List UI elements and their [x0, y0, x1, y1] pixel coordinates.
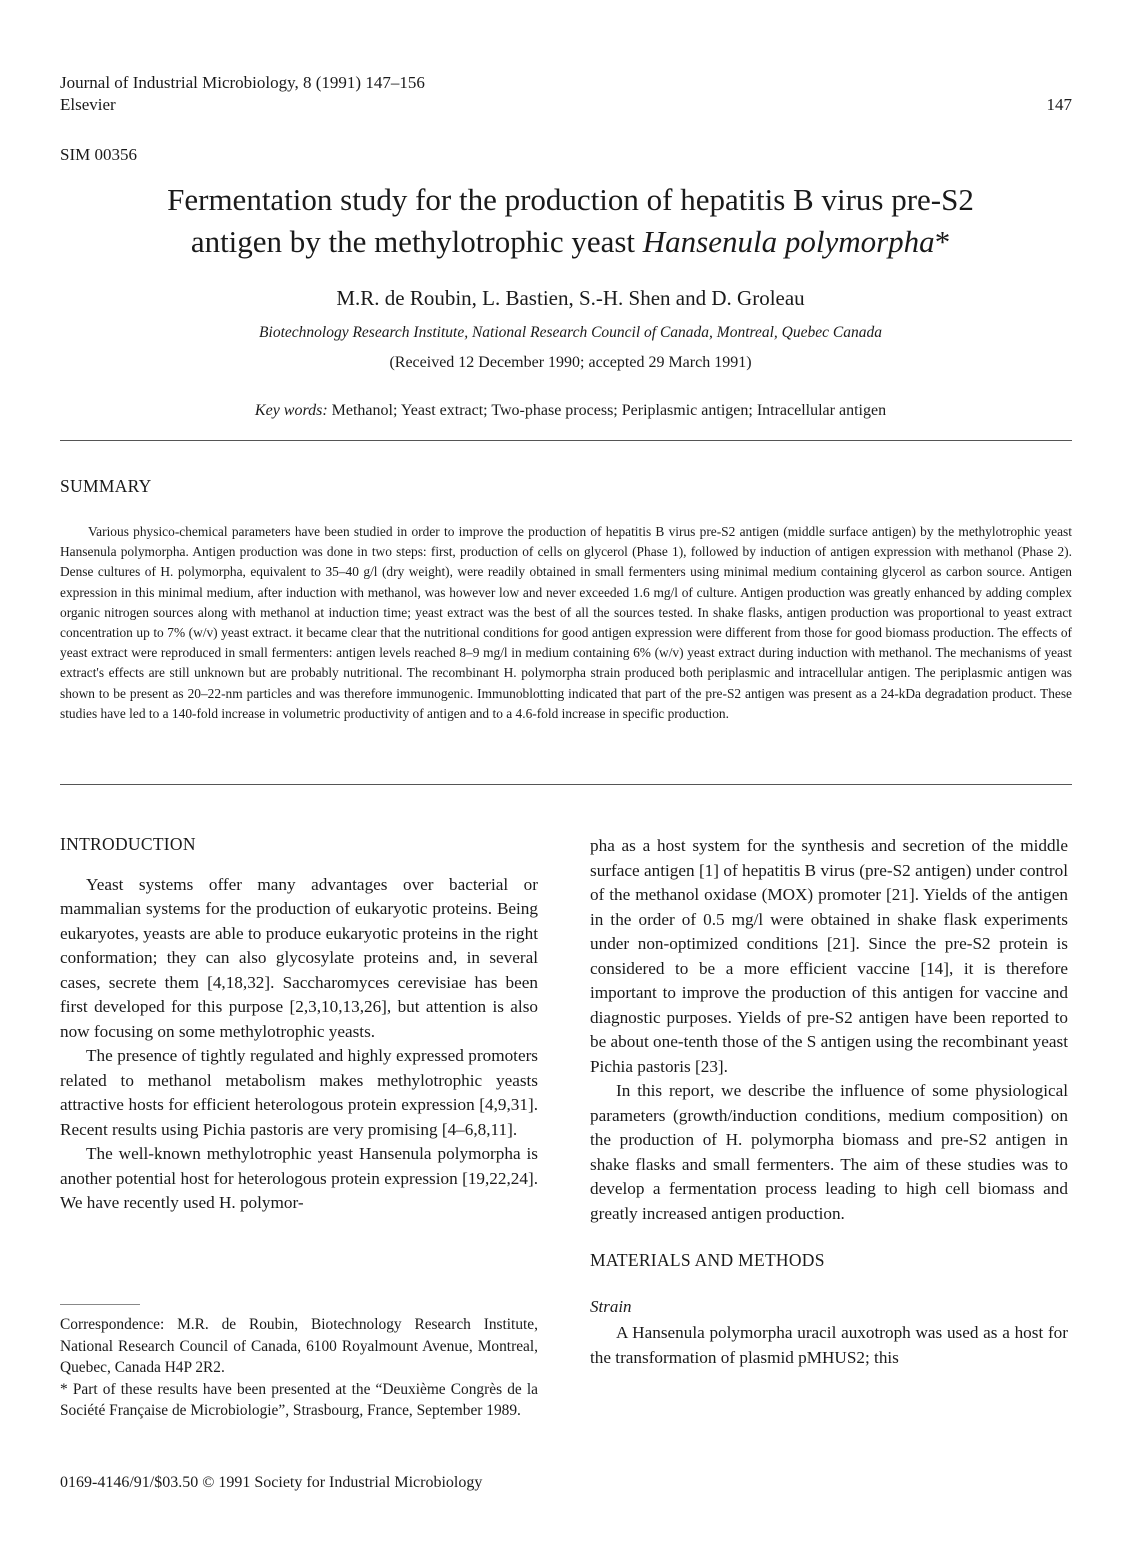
publisher: Elsevier: [60, 95, 116, 114]
introduction-heading: INTRODUCTION: [60, 834, 196, 854]
right-column: [590, 834, 1068, 1370]
left-column: [60, 832, 538, 1216]
methods-heading: MATERIALS AND METHODS: [590, 1250, 825, 1270]
keywords-text: Methanol; Yeast extract; Two-phase process; Periplasmic antigen; Intracellular antigen: [327, 402, 887, 419]
sim-code: SIM 00356: [60, 145, 137, 164]
footnote-rule: [60, 1304, 140, 1305]
title-asterisk: *: [934, 224, 951, 259]
divider-top: [60, 440, 1072, 441]
intro-paragraph-4: In this report, we describe the influence of some physiological parameters (growth/induction conditions, medium composition) on the production of H. polymorpha biomass and pre-S2 antigen in shake flasks and small fermenters. The aim of these studies was to develop a fermentation process leading to high cell biomass and greatly increased antigen production.: [590, 1081, 1068, 1223]
divider-bottom: [60, 784, 1072, 785]
paper-title-line2: [0, 222, 1141, 262]
copyright-footer: 0169-4146/91/$03.50 © 1991 Society for Industrial Microbiology: [60, 1474, 483, 1491]
intro-paragraph-2: The presence of tightly regulated and highly expressed promoters related to methanol metabolism makes methylotrophic yeasts attractive hosts for efficient heterologous protein expression [4,9,31]. Recent results using Pichia pastoris are very promising [4–6,8,11].: [60, 1046, 538, 1139]
intro-paragraph-3: The well-known methylotrophic yeast Hansenula polymorpha is another potential host for heterologous protein expression [19,22,24]. We have recently used H. polymor-: [60, 1144, 538, 1212]
intro-paragraph-1: Yeast systems offer many advantages over bacterial or mammalian systems for the production of eukaryotic proteins. Being eukaryotes, yeasts are able to produce eukaryotic proteins in the right conformation; they can also glycosylate proteins and, in several cases, secrete them [4,18,32]. Saccharomyces cerevisiae has been first developed for this purpose [2,3,10,13,26], but attention is also now focusing on some methylotrophic yeasts.: [60, 874, 538, 1041]
received-dates: (Received 12 December 1990; accepted 29 March 1991): [389, 354, 752, 371]
summary-text: Various physico-chemical parameters have been studied in order to improve the production of hepatitis B virus pre-S2 antigen (middle surface antigen) by the methylotrophic yeast Hansenula polymorpha. Antigen production was done in two steps: first, production of cells on glycerol (Phase 1), followed by induction of antigen expression with methanol (Phase 2). Dense cultures of H. polymorpha, equivalent to 35–40 g/l (dry weight), were readily obtained in small fermenters using minimal medium containing glycerol as carbon source. Antigen expression in this minimal medium, after induction with methanol, was however low and never exceeded 1.6 mg/l of culture. Antigen production was greatly enhanced by adding complex organic nitrogen sources along with methanol at induction time; yeast extract was the best of all the sources tested. In shake flasks, antigen production was proportional to yeast extract concentration up to 7% (w/v) yeast extract. it became clear that the nutritional conditions for good antigen expression were different from those for good biomass production. The effects of yeast extract were reproduced in small fermenters: antigen levels reached 8–9 mg/l in medium containing 6% (w/v) yeast extract during induction with methanol. The mechanisms of yeast extract's effects are still unknown but are probably nutritional. The recombinant H. polymorpha strain produced both periplasmic and intracellular antigen. The periplasmic antigen was shown to be present as 20–22-nm particles and was therefore immunogenic. Immunoblotting indicated that part of the pre-S2 antigen was present as a 24-kDa degradation product. These studies have led to a 140-fold increase in volumetric productivity of antigen and to a 4.6-fold increase in specific production.: [60, 524, 1072, 721]
footnotes: [60, 1314, 538, 1422]
title-prefix: antigen by the methylotrophic yeast: [190, 224, 643, 259]
summary-heading: SUMMARY: [60, 476, 152, 496]
keywords-label: Key words:: [254, 402, 328, 419]
keywords: [0, 402, 1141, 420]
paper-title-line1: Fermentation study for the production of hepatitis B virus pre-S2: [167, 182, 974, 217]
strain-subheading: Strain: [590, 1296, 632, 1316]
page-number: 147: [1046, 95, 1072, 114]
methods-paragraph-1: A Hansenula polymorpha uracil auxotroph was used as a host for the transformation of plasmid pMHUS2; this: [590, 1323, 1068, 1367]
intro-paragraph-3-continued: pha as a host system for the synthesis and secretion of the middle surface antigen [1] of hepatitis B virus (pre-S2 antigen) under control of the methanol oxidase (MOX) promoter [21]. Yields of the antigen in the order of 0.5 mg/l were obtained in shake flask experiments under non-optimized conditions [21]. Since the pre-S2 protein is considered to be a more efficient vaccine [14], it is therefore important to improve the production of this antigen for vaccine and diagnostic purposes. Yields of pre-S2 antigen have been reported to be about one-tenth those of the S antigen using the recombinant yeast Pichia pastoris [23].: [590, 836, 1068, 1076]
affiliation: Biotechnology Research Institute, National Research Council of Canada, Montreal, Quebec Canada: [259, 324, 882, 341]
presentation-note: * Part of these results have been presented at the “Deuxième Congrès de la Société Française de Microbiologie”, Strasbourg, France, September 1989.: [60, 1380, 538, 1419]
correspondence-note: Correspondence: M.R. de Roubin, Biotechnology Research Institute, National Research Council of Canada, 6100 Royalmount Avenue, Montreal, Quebec, Canada H4P 2R2.: [60, 1316, 538, 1376]
authors: M.R. de Roubin, L. Bastien, S.-H. Shen and D. Groleau: [336, 286, 805, 310]
journal-citation: Journal of Industrial Microbiology, 8 (1991) 147–156: [60, 73, 425, 92]
title-species: Hansenula polymorpha: [642, 224, 935, 259]
